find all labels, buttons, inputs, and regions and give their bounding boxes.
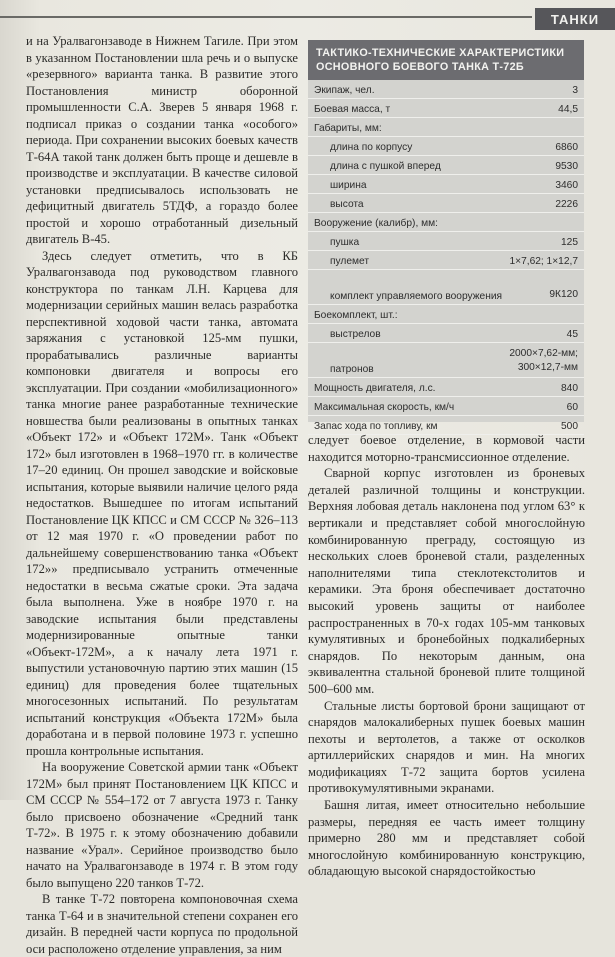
spec-title-line: ТАКТИКО-ТЕХНИЧЕСКИЕ ХАРАКТЕРИСТИКИ xyxy=(316,47,565,59)
paragraph: Стальные листы бортовой брони защищают от снарядов малокалиберных пушек боевых машин пехоты и вертолетов, а также от осколков артиллерийских снарядов и мин. На многих модификациях Т-72 защита бортов усилена противокумулятивными экранами. xyxy=(308,698,585,796)
spec-row xyxy=(308,324,584,343)
spec-value: 840 xyxy=(561,383,578,394)
spec-value: 500 xyxy=(561,421,578,432)
spec-row xyxy=(308,175,584,194)
paragraph: и на Уралвагонзаводе в Нижнем Тагиле. При этом в указанном Постановлении шла речь и о выпуске «резервного» варианта танка. В развитие этого Постановления министр оборонной промышленности С.А. Зверев 5 января 1968 г. подписал приказ о создании танка «особого» периода. При сохранении высоких боевых качеств Т-64А такой танк должен быть проще и дешевле в производстве и эксплуатации. В качестве силовой установки предписывалось использовать не дефицитный двигатель 5ТДФ, а гораздо более простой и хорошо отработанный дизельный двигатель В-45. xyxy=(26,34,298,246)
spec-row xyxy=(308,397,584,416)
spec-label: Запас хода по топливу, км xyxy=(314,421,438,432)
spec-row xyxy=(308,251,584,270)
spec-value: 2226 xyxy=(555,199,578,210)
header-rule xyxy=(0,16,532,18)
spec-table-title xyxy=(308,40,584,80)
spec-row xyxy=(308,80,584,99)
spec-label: Экипаж, чел. xyxy=(314,85,375,96)
spec-label: выстрелов xyxy=(330,329,381,340)
section-tab: ТАНКИ xyxy=(535,8,615,30)
left-text-column xyxy=(26,33,298,957)
paragraph: На вооружение Советской армии танк «Объект 172М» был принят Постановлением ЦК КПСС и СМ СССР № 554–172 от 7 августа 1973 г. Танку было присвоено обозначение «Средний танк Т-72». В 1975 г. к этому обозначению добавили название «Урал». Серийное производство было начато на Уралвагонзаводе в 1974 г. В этом году было выпущено 220 танков Т-72. xyxy=(26,760,298,890)
spec-label: длина по корпусу xyxy=(330,142,413,153)
spec-label: пушка xyxy=(330,237,360,248)
spec-label: пулемет xyxy=(330,256,369,267)
spec-row xyxy=(308,99,584,118)
spec-value: 2000×7,62-мм; 300×12,7-мм xyxy=(509,348,578,373)
spec-label: Боекомплект, шт.: xyxy=(314,310,398,321)
spec-label: Мощность двигателя, л.с. xyxy=(314,383,436,394)
spec-row xyxy=(308,305,584,324)
paragraph: Здесь следует отметить, что в КБ Уралвагонзавода под руководством главного конструктора по танкам Л.Н. Карцева для модернизации серийных машин велась разработка перспективной ходовой части танка, автомата заряжания с установкой 125-мм пушки, прорабатывались различные варианты компоновки двигателя и вопросы его эксплуатации. При создании «мобилизационного» танка многие ранее разработанные технические новшества были реализованы в опытных танках «Объект 172» и «Объект 172М». Танк «Объект 172» был изготовлен в 1968–1970 гг. в количестве 17–20 единиц. Он прошел заводские и войсковые испытания, которые выявили наличие целого ряда недостатков. Вышедшее по итогам испытаний Постановление ЦК КПСС и СМ СССР № 326–113 от 12 мая 1970 г. «О проведении работ по дальнейшему совершенствованию танка «Объект 172»» предписывало устранить отмеченные недостатки в весьма сжатые сроки. Эта задача была выполнена. Уже в ноябре 1970 г. на заводские испытания были представлены модернизированные опытные танки «Объект-172М», а к началу лета 1971 г. выпустили установочную партию этих машин (15 единиц) для проведения более тщательных многосезонных испытаний. По результатам испытаний конструкция «Объекта 172М» была доработана и в первой половине 1973 г. успешно прошла контрольные испытания. xyxy=(26,248,298,758)
spec-value: 45 xyxy=(566,329,578,340)
spec-title-line: ОСНОВНОГО БОЕВОГО ТАНКА Т-72Б xyxy=(316,61,524,73)
spec-row xyxy=(308,194,584,213)
spec-row xyxy=(308,156,584,175)
paragraph: Сварной корпус изготовлен из броневых деталей различной толщины и конструкции. Верхняя лобовая деталь наклонена под углом 63° к вертикали и представляет собой многослойную комбинированную преграду, состоящую из нескольких слоев броневой стали, разделенных наполнителями типа стеклотекстолитов и керамики. Эта броня обеспечивает достаточно высокий уровень защиты от наиболее распространенных в 70-х годах 105-мм танковых кумулятивных и бронебойных подкалиберных снарядов. По некоторым данным, она эквивалентна стальной броневой плите толщиной 500–600 мм. xyxy=(308,466,585,696)
spec-rows xyxy=(308,80,584,435)
spec-value: 3460 xyxy=(555,180,578,191)
spec-row xyxy=(308,270,584,305)
spec-value: 44,5 xyxy=(558,104,578,115)
spec-value: 125 xyxy=(561,237,578,248)
spec-row xyxy=(308,232,584,251)
spec-value: 9К120 xyxy=(549,289,578,300)
paragraph: следует боевое отделение, в кормовой части находится моторно-трансмиссионное отделение. xyxy=(308,433,585,464)
spec-row xyxy=(308,343,584,378)
spec-label: длина с пушкой вперед xyxy=(330,161,441,172)
spec-label: Боевая масса, т xyxy=(314,104,391,115)
spec-value: 9530 xyxy=(555,161,578,172)
spec-row xyxy=(308,118,584,137)
spec-label: патронов xyxy=(330,364,374,375)
spec-table xyxy=(308,40,584,432)
spec-value: 1×7,62; 1×12,7 xyxy=(509,256,578,267)
spec-row xyxy=(308,213,584,232)
paragraph: В танке Т-72 повторена компоновочная схема танка Т-64 и в значительной степени сохранен его дизайн. В передней части корпуса по продольной оси расположено отделение управления, за ним xyxy=(26,892,298,956)
spec-value: 60 xyxy=(566,402,578,413)
spec-label: Габариты, мм: xyxy=(314,123,382,134)
spec-row xyxy=(308,137,584,156)
spec-label: высота xyxy=(330,199,364,210)
spec-label: комплект управляемого вооружения xyxy=(330,291,503,302)
spec-label: Вооружение (калибр), мм: xyxy=(314,218,438,229)
spec-label: ширина xyxy=(330,180,367,191)
paragraph: Башня литая, имеет относительно небольшие размеры, передняя ее часть имеет толщину примерно 280 мм и представляет собой многослойную комбинированную конструкцию, обладающую высокой снарядостойкостью xyxy=(308,798,585,879)
spec-value: 6860 xyxy=(555,142,578,153)
right-text-column xyxy=(308,432,585,880)
spec-value: 3 xyxy=(572,85,578,96)
spec-row xyxy=(308,378,584,397)
spec-label: Максимальная скорость, км/ч xyxy=(314,402,455,413)
